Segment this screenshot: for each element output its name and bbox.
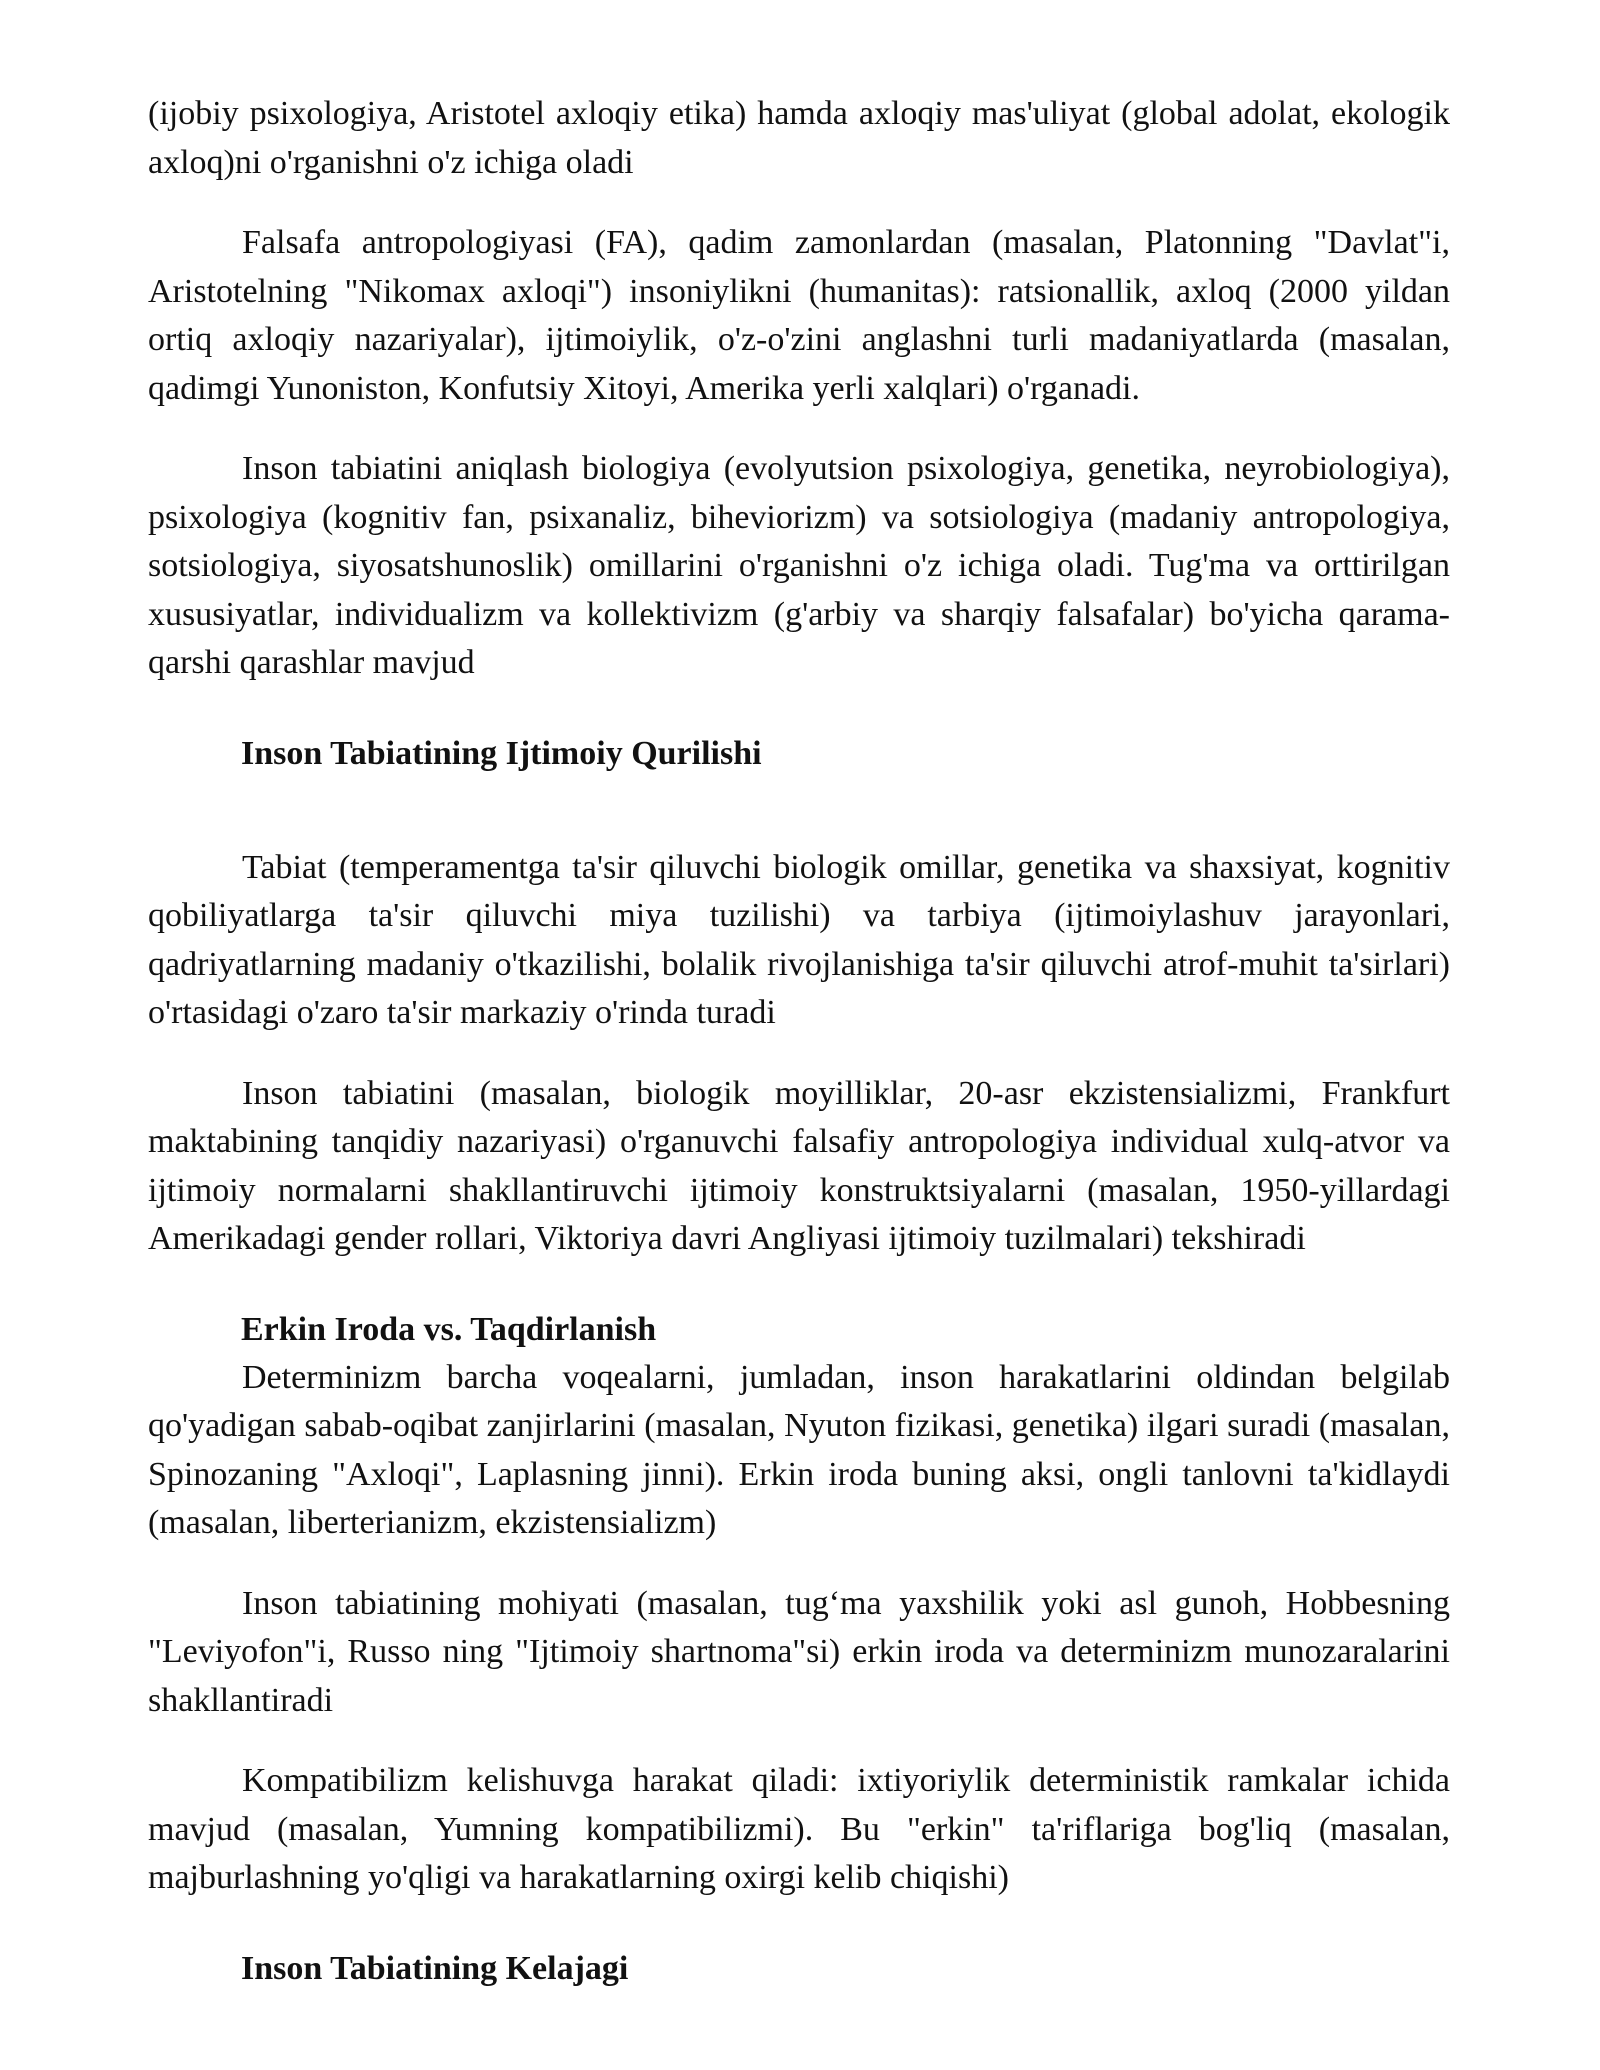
paragraph-compatibilism: Kompatibilizm kelishuvga harakat qiladi: ixtiyoriylik deterministik ramkalar ichida mavjud (masalan, Yumning kompatibilizmi). Bu "erkin" ta'riflariga bog'liq (masalan, majburlashning yo'qligi va harakatlarning oxirgi kelib chiqishi)	[148, 1762, 1450, 1896]
heading-future-of-human-nature: Inson Tabiatining Kelajagi	[241, 1949, 629, 1987]
paragraph-nature-nurture: Tabiat (temperamentga ta'sir qiluvchi biologik omillar, genetika va shaxsiyat, kognitiv qobiliyatlarga ta'sir qiluvchi miya tuzilishi) va tarbiya (ijtimoiylashuv jarayonlari, qadriyatlarning madaniy o'tkazilishi, bolalik rivojlanishiga ta'sir qiluvchi atrof-muhit ta'sirlari) o'rtasidagi o'zaro ta'sir markaziy o'rinda turadi	[148, 848, 1450, 1031]
paragraph-philosophical-anthropology: Falsafa antropologiyasi (FA), qadim zamonlardan (masalan, Platonning "Davlat"i, Aristotelning "Nikomax axloqi") insoniylikni (humanitas): ratsionallik, axloq (2000 yildan ortiq axloqiy nazariyalar), ijtimoiylik, o'z-o'zini anglashni turli madaniyatlarda (masalan, qadimgi Yunoniston, Konfutsiy Xitoyi, Amerika yerli xalqlari) o'rganadi.	[148, 224, 1450, 407]
heading-social-construction: Inson Tabiatining Ijtimoiy Qurilishi	[241, 734, 762, 772]
paragraph-defining-human-nature: Inson tabiatini aniqlash biologiya (evolyutsion psixologiya, genetika, neyrobiologiya), psixologiya (kognitiv fan, psixanaliz, biheviorizm) va sotsiologiya (madaniy antropologiya, sotsiologiya, siyosatshunoslik) omillarini o'rganishni o'z ichiga oladi. Tug'ma va orttirilgan xususiyatlar, individualizm va kollektivizm (g'arbiy va sharqiy falsafalar) bo'yicha qarama-qarshi qarashlar mavjud	[148, 450, 1450, 681]
paragraph-ethics-continuation: (ijobiy psixologiya, Aristotel axloqiy etika) hamda axloqiy mas'uliyat (global adolat, ekologik axloq)ni o'rganishni o'z ichiga oladi	[148, 95, 1450, 181]
paragraph-determinism: Determinizm barcha voqealarni, jumladan, inson harakatlarini oldindan belgilab qo'yadigan sabab-oqibat zanjirlarini (masalan, Nyuton fizikasi, genetika) ilgari suradi (masalan, Spinozaning "Axloqi", Laplasning jinni). Erkin iroda buning aksi, ongli tanlovni ta'kidlaydi (masalan, liberterianizm, ekzistensializm)	[148, 1358, 1450, 1541]
document-page	[148, 90, 1450, 1993]
paragraph-social-constructs: Inson tabiatini (masalan, biologik moyilliklar, 20-asr ekzistensializmi, Frankfurt maktabining tanqidiy nazariyasi) o'rganuvchi falsafiy antropologiya individual xulq-atvor va ijtimoiy normalarni shakllantiruvchi ijtimoiy konstruktsiyalarni (masalan, 1950-yillardagi Amerikadagi gender rollari, Viktoriya davri Angliyasi ijtimoiy tuzilmalari) tekshiradi	[148, 1074, 1450, 1257]
heading-free-will-vs-determinism: Erkin Iroda vs. Taqdirlanish	[241, 1310, 657, 1348]
paragraph-essence-of-human-nature: Inson tabiatining mohiyati (masalan, tug‘ma yaxshilik yoki asl gunoh, Hobbesning "Leviyofon"i, Russo ning "Ijtimoiy shartnoma"si) erkin iroda va determinizm munozaralarini shakllantiradi	[148, 1584, 1450, 1719]
